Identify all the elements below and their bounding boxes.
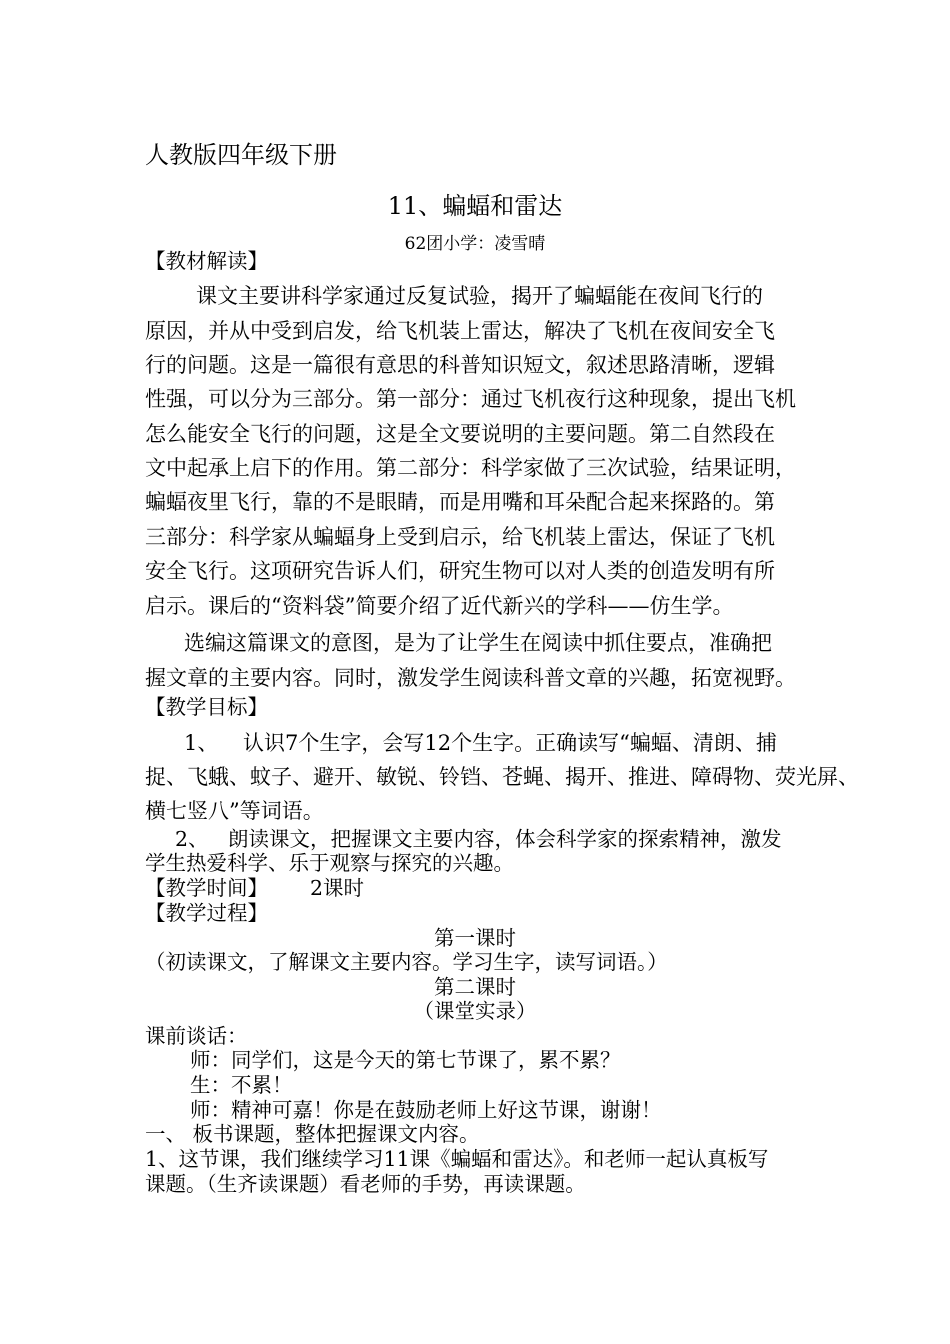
- goal-line: 捉、飞蛾、蚊子、避开、敏锐、铃铛、苍蝇、揭开、推进、障碍物、荧光屏、: [145, 765, 859, 789]
- goal-line: 朗读课文，把握课文主要内容，体会科学家的探索精神，激发: [228, 827, 782, 851]
- section-heading-process: 【教学过程】: [145, 901, 268, 925]
- paragraph-line: 怎么能安全飞行的问题，这是全文要说明的主要问题。第二自然段在: [145, 422, 775, 446]
- paragraph-line: 选编这篇课文的意图，是为了让学生在阅读中抓住要点，准确把: [184, 631, 772, 655]
- paragraph-line: 启示。课后的“资料袋”简要介绍了近代新兴的学科——仿生学。: [145, 594, 734, 618]
- paragraph-line: 行的问题。这是一篇很有意思的科普知识短文，叙述思路清晰，逻辑: [145, 353, 775, 377]
- lesson1-title: 第一课时: [434, 926, 516, 950]
- section-heading-time: 【教学时间】: [145, 876, 268, 900]
- section-heading-material: 【教材解读】: [145, 249, 268, 273]
- goal-number: 1、: [184, 731, 219, 755]
- goal-number: 2、: [175, 827, 209, 851]
- paragraph-line: 安全飞行。这项研究告诉人们，研究生物可以对人类的创造发明有所: [145, 559, 775, 583]
- step-line: 1、这节课，我们继续学习11课《蝙蝠和雷达》。和老师一起认真板写: [145, 1147, 769, 1171]
- paragraph-line: 性强，可以分为三部分。第一部分：通过飞机夜行这种现象，提出飞机: [145, 387, 796, 411]
- teaching-time-value: 2课时: [310, 876, 365, 900]
- lesson2-title: 第二课时: [434, 975, 516, 999]
- paragraph-line: 三部分：科学家从蝙蝠身上受到启示，给飞机装上雷达，保证了飞机: [145, 525, 775, 549]
- paragraph-line: 原因，并从中受到启发，给飞机装上雷达，解决了飞机在夜间安全飞: [145, 319, 775, 343]
- edition-label: 人教版四年级下册: [145, 141, 337, 169]
- dialog-line: 师：同学们，这是今天的第七节课了，累不累？: [190, 1048, 621, 1072]
- author-line: 62团小学：凌雪晴: [404, 234, 546, 254]
- lesson2-note: （课堂实录）: [413, 999, 537, 1023]
- step-line: 课题。（生齐读课题）看老师的手势，再读课题。: [145, 1172, 586, 1196]
- section-heading-goals: 【教学目标】: [145, 695, 268, 719]
- paragraph-line: 握文章的主要内容。同时，激发学生阅读科普文章的兴趣，拓宽视野。: [145, 666, 796, 690]
- dialog-line: 生：不累！: [190, 1073, 293, 1097]
- lesson-title: 11、蝙蝠和雷达: [387, 192, 563, 220]
- goal-line: 横七竖八”等词语。: [145, 799, 324, 823]
- step-heading: 一、 板书课题，整体把握课文内容。: [145, 1122, 480, 1146]
- lesson1-note: （初读课文，了解课文主要内容。学习生字，读写词语。）: [145, 950, 668, 974]
- pre-talk-label: 课前谈话：: [145, 1024, 248, 1048]
- goal-line: 认识7个生字，会写12个生字。正确读写“蝙蝠、清朗、捕: [243, 731, 777, 755]
- dialog-line: 师：精神可嘉！你是在鼓励老师上好这节课，谢谢！: [190, 1098, 662, 1122]
- paragraph-line: 课文主要讲科学家通过反复试验，揭开了蝙蝠能在夜间飞行的: [196, 284, 763, 308]
- paragraph-line: 蝙蝠夜里飞行，靠的不是眼睛，而是用嘴和耳朵配合起来探路的。第: [145, 490, 775, 514]
- goal-line: 学生热爱科学、乐于观察与探究的兴趣。: [145, 851, 514, 875]
- paragraph-line: 文中起承上启下的作用。第二部分：科学家做了三次试验，结果证明，: [145, 456, 796, 480]
